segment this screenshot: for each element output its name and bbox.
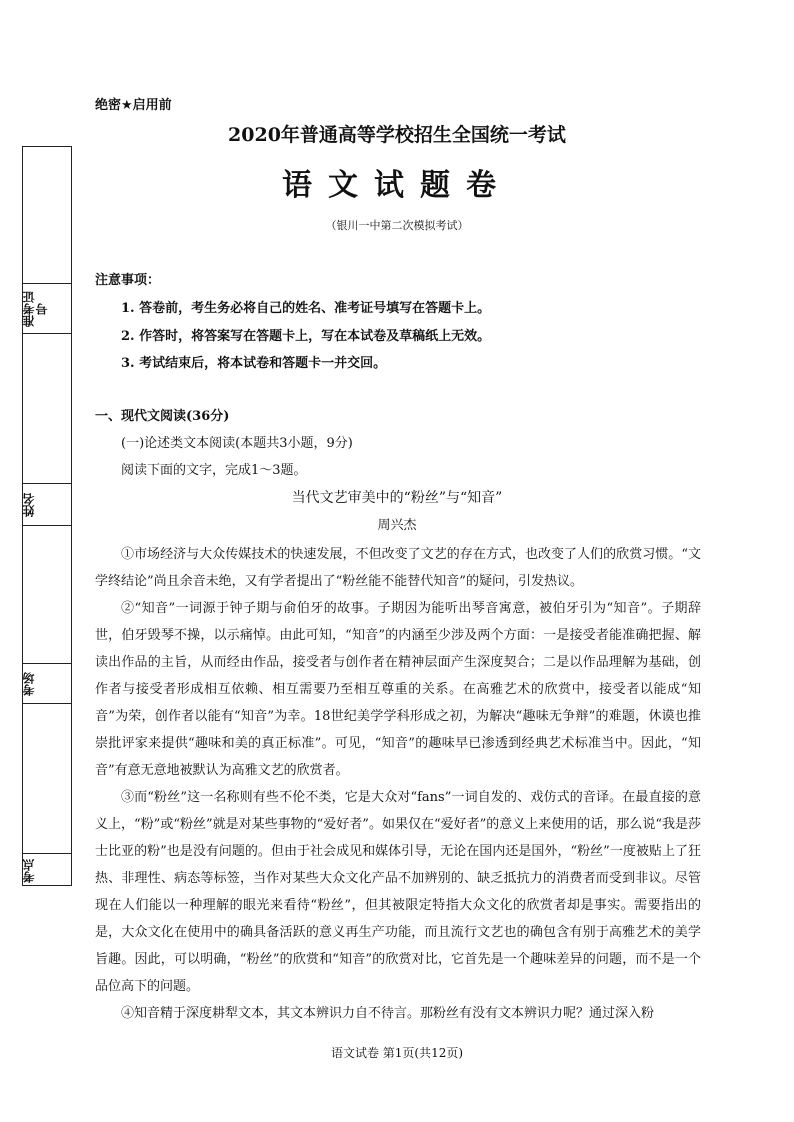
- page-footer: 语文试卷 第1页(共12页): [330, 1046, 464, 1060]
- strip-label-exam-site: 考点: [22, 859, 36, 883]
- strip-divider: [23, 283, 71, 284]
- confidential-label: 绝密★启用前: [95, 98, 172, 113]
- strip-divider: [23, 333, 71, 334]
- subsection-heading: (一)论述类文本阅读(本题共3小题，9分): [121, 436, 353, 451]
- page-title: 语文试题卷: [282, 168, 512, 203]
- note-item: 3. 考试结束后，将本试卷和答题卡一并交回。: [121, 356, 387, 371]
- paragraph: ④知音精于深度耕犁文本，其文本辨识力自不待言。那粉丝有没有文本辨识力呢？通过深入粉: [121, 1006, 655, 1021]
- section-heading: 一、现代文阅读(36分): [95, 409, 230, 424]
- strip-divider: [23, 703, 71, 704]
- article-author: 周兴杰: [377, 518, 417, 533]
- paragraph: ②“知音”一词源于钟子期与俞伯牙的故事。子期因为能听出琴音寓意，被伯牙引为“知音”。子期辞世，伯牙毁琴不操，以示痛悼。由此可知，“知音”的内涵至少涉及两个方面：一是接受者能准确把握、解读出作品的主旨，从而经由作品，接受者与创作者在精神层面产生深度契合；二是以作品理解为基础，创作者与接受者形成相互依赖、相互需要乃至相互尊重的关系。在高雅艺术的欣赏中，接受者以能成“知音”为荣，创作者以能有“知音”为幸。18世纪美学学科形成之初，为解决“趣味无争辩”的难题，休谟也推崇批评家来提供“趣味和美的真正标准”。可见，“知音”的趣味早已渗透到经典艺术标准当中。因此，“知音”有意无意地被默认为高雅文艺的欣赏者。: [95, 601, 701, 778]
- note-item: 2. 作答时，将答案写在答题卡上，写在本试卷及草稿纸上无效。: [121, 329, 491, 344]
- exam-title: 2020年普通高等学校招生全国统一考试: [228, 124, 566, 146]
- strip-label-exam-room: 考场: [22, 672, 36, 696]
- paragraph: ③而“粉丝”这一名称则有些不伦不类，它是大众对“fans”一词自发的、戏仿式的音译。在最直接的意义上，“粉”或“粉丝”就是对某些事物的“爱好者”。如果仅在“爱好者”的意义上来使用的话，那么说“我是莎士比亚的粉”也是没有问题的。但由于社会成见和媒体引导，无论在国内还是国外，“粉丝”一度被贴上了狂热、非理性、病态等标签，当作对某些大众文化产品不加辨别的、缺乏抵抗力的消费者而受到非议。尽管现在人们能以一种理解的眼光来看待“粉丝”，但其被限定特指大众文化的欣赏者却是事实。需要指出的是，大众文化在使用中的确具备活跃的意义再生产功能，而且流行文艺也的确包含有别于高雅艺术的美学旨趣。因此，可以明确，“粉丝”的欣赏和“知音”的欣赏对比，它首先是一个趣味差异的问题，而不是一个品位高下的问题。: [95, 790, 701, 994]
- strip-label-name: 姓名: [22, 493, 36, 517]
- strip-divider: [23, 853, 71, 854]
- reading-instruction: 阅读下面的文字，完成1～3题。: [121, 463, 307, 478]
- note-item: 1. 答卷前，考生务必将自己的姓名、准考证号填写在答题卡上。: [121, 301, 491, 316]
- exam-subtitle: （银川一中第二次模拟考试）: [325, 219, 469, 232]
- article-title: 当代文艺审美中的“粉丝”与“知音”: [291, 490, 503, 506]
- paragraph: ①市场经济与大众传媒技术的快速发展，不但改变了文艺的存在方式，也改变了人们的欣赏习惯。“文学终结论”尚且余音未绝，又有学者提出了“粉丝能不能替代知音”的疑问，引发热议。: [95, 547, 701, 589]
- article-body: [95, 541, 701, 1027]
- strip-label-exam-number: 准考证号: [22, 291, 49, 327]
- notes-heading: 注意事项：: [95, 273, 161, 288]
- strip-divider: [23, 663, 71, 664]
- strip-divider: [23, 483, 71, 484]
